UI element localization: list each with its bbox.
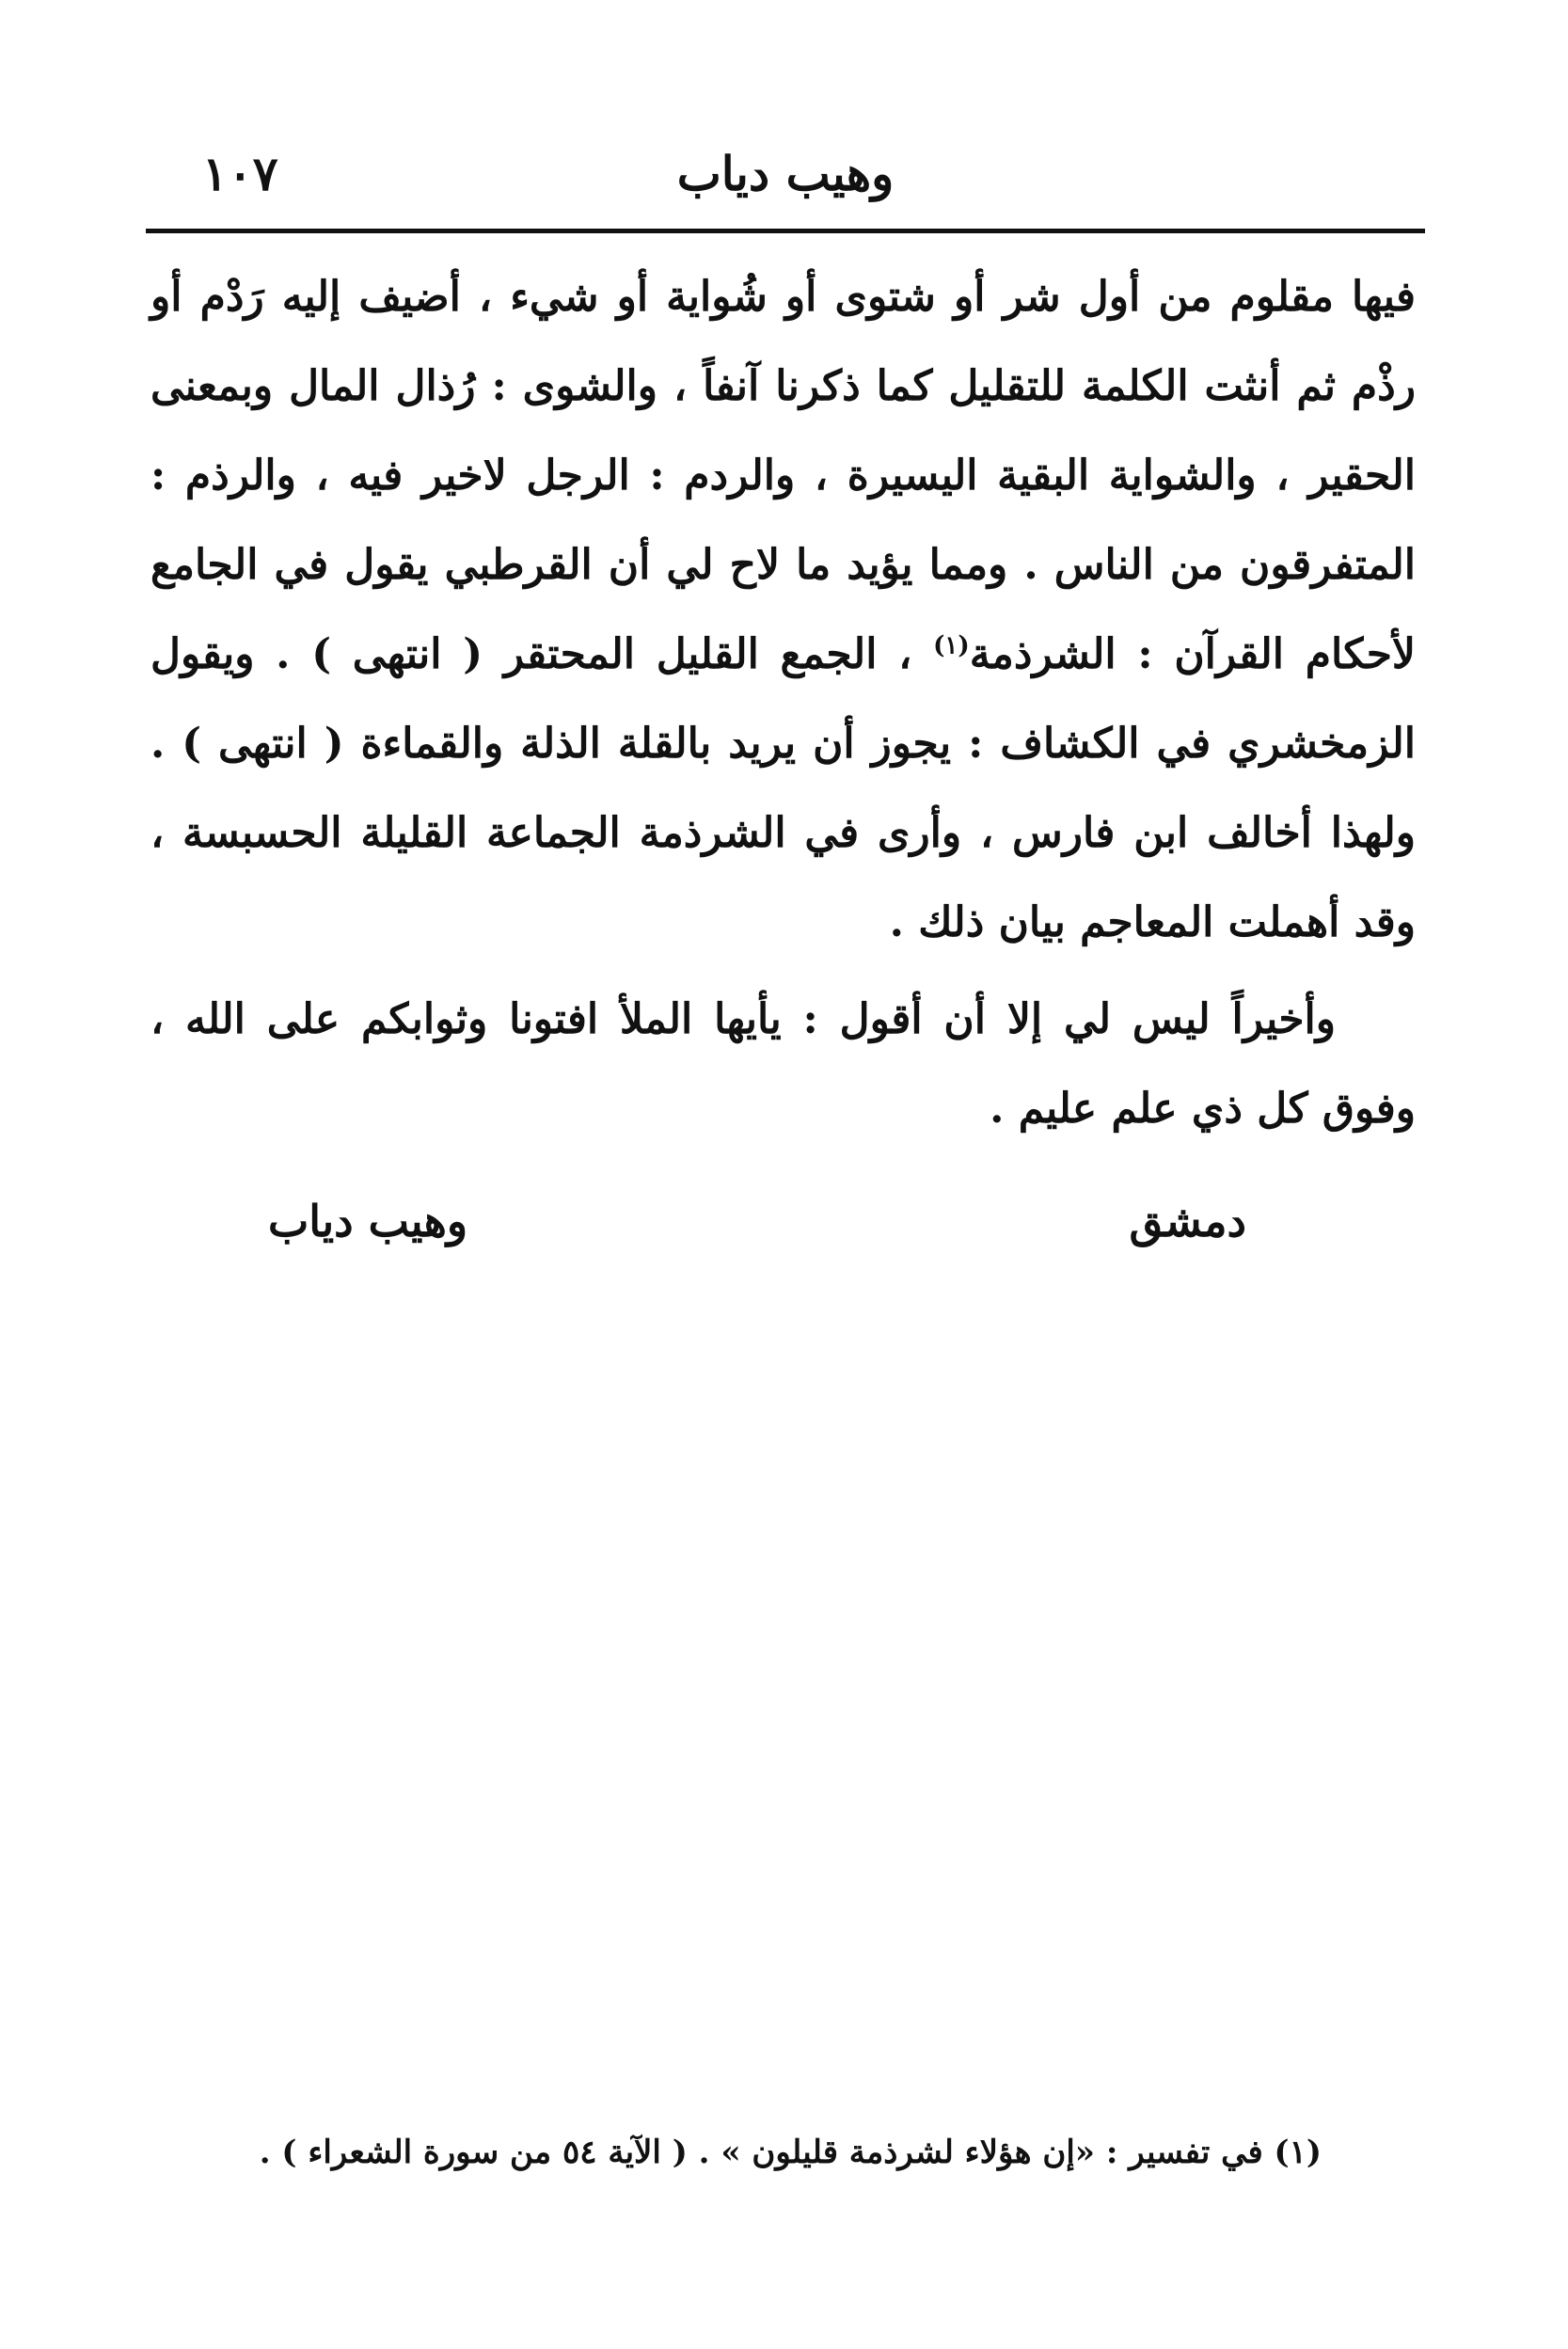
signature-place: دمشق (1129, 1196, 1246, 1246)
paragraph-1-continuation: ، الجمع القليل المحتقر ( انتهى ) . ويقول الزمخشري في الكشاف : يجوز أن يريد بالقلة الذلة والقماءة ( انتهى ) . ولهذا أخالف ابن فارس ، وأرى في الشرذمة الجماعة القليلة الحسبسة ، وقد أهملت المعاجم بيان ذلك . (150, 630, 1416, 946)
paragraph-1-text: فيها مقلوم من أول شر أو شتوى أو شُواية أو شيء ، أضيف إليه رَدْم أو رذْم ثم أنثت الكلمة للتقليل كما ذكرنا آنفاً ، والشوى : رُذال المال وبمعنى الحقير ، والشواية البقية اليسيرة ، والردم : الرجل لاخير فيه ، والرذم : المتفرقون من الناس . ومما يؤيد ما لاح لي أن القرطبي يقول في الجامع لأحكام القرآن : الشرذمة (150, 273, 1416, 678)
footnote-marker: (١) (933, 631, 970, 660)
signature-block (150, 1183, 1416, 1259)
page-number: ١٠٧ (202, 146, 278, 201)
page-header (146, 141, 1425, 207)
paragraph-2: وأخيراً ليس لي إلا أن أقول : يأيها الملأ افتونا وثوابكم على الله ، وفوق كل ذي علم عليم . (150, 995, 1416, 1133)
header-rule (146, 229, 1425, 233)
article-body (150, 252, 1416, 1153)
running-title: وهيب دياب (676, 146, 895, 201)
signature-author: وهيب دياب (268, 1196, 468, 1246)
paragraph-1 (150, 252, 1416, 967)
footnote: (١) في تفسير : «إن هؤلاء لشرذمة قليلون » . ( الآية ٥٤ من سورة الشعراء ) . (259, 2134, 1322, 2171)
